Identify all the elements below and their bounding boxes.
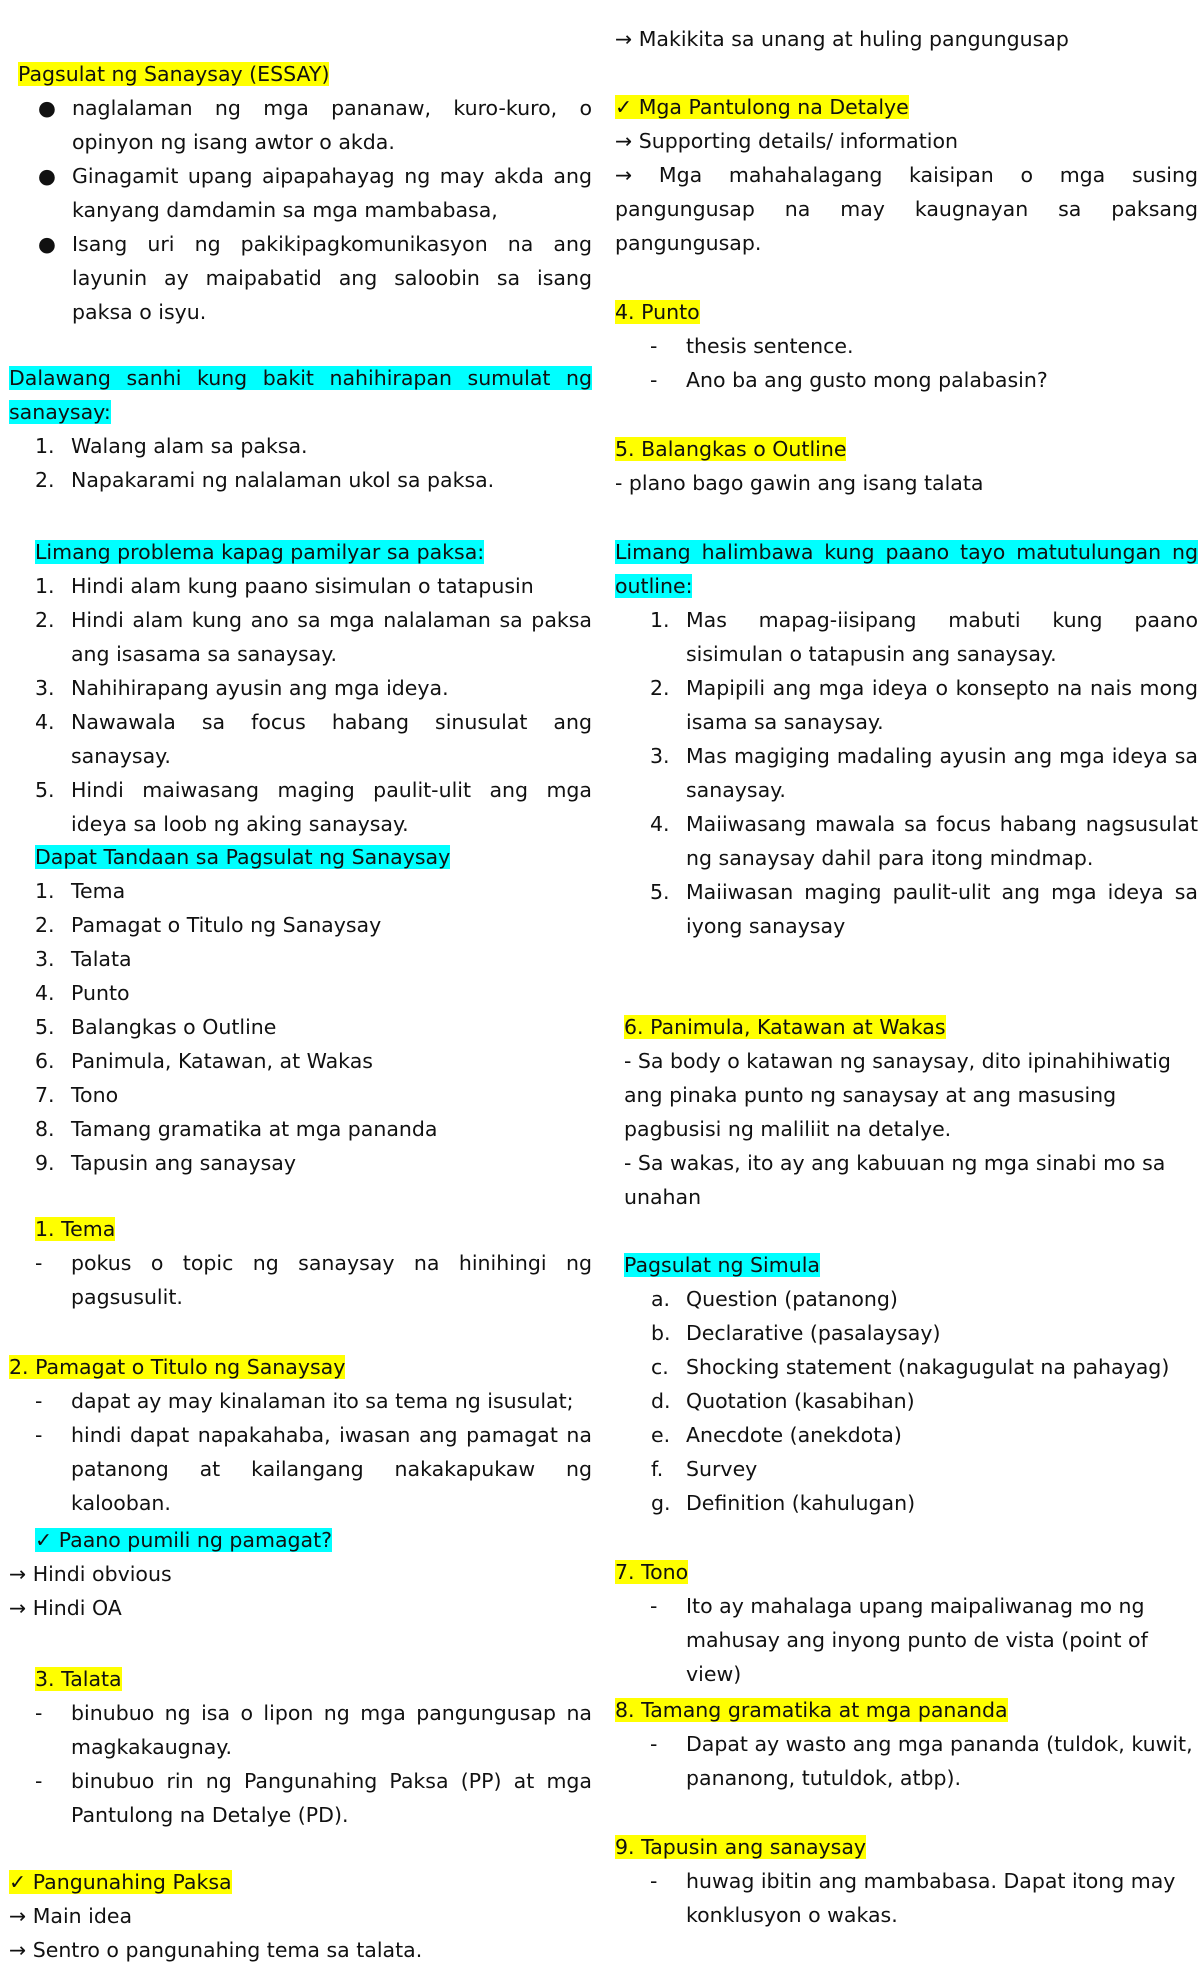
tapusin-heading: 9. Tapusin ang sanaysay: [615, 1835, 867, 1859]
list-item: 4. Nawawala sa focus habang sinusulat ang sanaysay.: [35, 710, 592, 768]
pantulong-heading: ✓ Mga Pantulong na Detalye: [615, 95, 909, 119]
five-problems-section: [9, 535, 592, 841]
list-item: ● naglalaman ng mga pananaw, kuro-kuro, o opinyon ng isang awtor o akda.: [18, 91, 592, 159]
list-item: 6. Panimula, Katawan, at Wakas: [35, 1049, 373, 1073]
list-item: 1. Walang alam sa paksa.: [35, 434, 308, 458]
arrow-line: → Hindi obvious: [9, 1562, 172, 1586]
list-item: 4. Maiiwasang mawala sa focus habang nagsusulat ng sanaysay dahil para itong mindmap.: [650, 812, 1198, 870]
list-item: 1. Tema: [35, 879, 126, 903]
list-item: - Dapat ay wasto ang mga pananda (tuldok, kuwit, pananong, tutuldok, atbp).: [650, 1732, 1193, 1790]
tono-heading: 7. Tono: [615, 1560, 689, 1584]
list-item: - binubuo ng isa o lipon ng mga pangungusap na magkakaugnay.: [35, 1701, 592, 1759]
pamagat-heading: 2. Pamagat o Titulo ng Sanaysay: [9, 1355, 346, 1379]
list-item: 5. Hindi maiwasang maging paulit-ulit ang mga ideya sa loob ng aking sanaysay.: [35, 778, 592, 836]
list-item: 2. Napakarami ng nalalaman ukol sa paksa.: [35, 468, 495, 492]
list-item: d. Quotation (kasabihan): [651, 1389, 915, 1413]
list-item: - thesis sentence.: [650, 334, 854, 358]
arrow-line: → Hindi OA: [9, 1596, 122, 1620]
list-item: g. Definition (kahulugan): [651, 1491, 916, 1515]
talata-section: [9, 1662, 592, 1832]
tema-heading: 1. Tema: [35, 1217, 116, 1241]
list-item: ● Isang uri ng pakikipagkomunikasyon na ang layunin ay maipabatid ang saloobin sa isang paksa o isyu.: [18, 227, 592, 329]
list-item: 2. Pamagat o Titulo ng Sanaysay: [35, 913, 382, 937]
gramatika-section: [615, 1693, 1198, 1795]
list-item: 3. Mas magiging madaling ayusin ang mga ideya sa sanaysay.: [650, 744, 1198, 802]
bullet-icon: ●: [38, 164, 56, 188]
balangkas-heading: 5. Balangkas o Outline: [615, 437, 847, 461]
halimbawa-section: [615, 535, 1198, 943]
pangunahing-section: [9, 1865, 592, 1967]
pamagat-section: [9, 1350, 592, 1520]
five-problems-heading: Limang problema kapag pamilyar sa paksa:: [35, 540, 485, 564]
list-item: f. Survey: [651, 1457, 758, 1481]
simula-section: [615, 1248, 1198, 1520]
pantulong-section: ✓ Mga Pantulong na Detalye → Supporting details/ information → Mga mahahalagang kaisipan o mga susing pangungusap na may kaugnayan sa paksang pangungusap.: [615, 95, 1198, 255]
bullet-icon: ●: [38, 96, 56, 120]
talata-heading: 3. Talata: [35, 1667, 122, 1691]
tapusin-section: [615, 1830, 1198, 1932]
list-item: - Ano ba ang gusto mong palabasin?: [650, 368, 1048, 392]
list-item: - huwag ibitin ang mambabasa. Dapat itong may konklusyon o wakas.: [650, 1869, 1176, 1927]
list-item: 5. Maiiwasan maging paulit-ulit ang mga ideya sa iyong sanaysay: [650, 880, 1198, 938]
list-item: - Ito ay mahalaga upang maipaliwanag mo ng mahusay ang inyong punto de vista (point of view): [650, 1594, 1148, 1686]
list-item: c. Shocking statement (nakagugulat na pahayag): [651, 1355, 1170, 1379]
panimula-section: 6. Panimula, Katawan at Wakas - Sa body o katawan ng sanaysay, dito ipinahihiwatig ang pinaka punto ng sanaysay at ang masusing pagbusisi ng maliliit na detalye. - Sa wakas, ito ay ang kabuuan ng mga sinabi mo sa unahan: [624, 1015, 1171, 1209]
two-causes-section: [9, 361, 592, 497]
tono-section: [615, 1555, 1198, 1691]
list-item: - dapat ay may kinalaman ito sa tema ng isusulat;: [35, 1389, 574, 1413]
list-item: 2. Mapipili ang mga ideya o konsepto na nais mong isama sa sanaysay.: [650, 676, 1198, 734]
pangunahing-heading: ✓ Pangunahing Paksa: [9, 1870, 232, 1894]
list-item: 7. Tono: [35, 1083, 119, 1107]
punto-heading: 4. Punto: [615, 300, 700, 324]
punto-section: [615, 295, 1198, 397]
list-item: 2. Hindi alam kung ano sa mga nalalaman sa paksa ang isasama sa sanaysay.: [35, 608, 592, 666]
arrow-line: → Main idea: [9, 1904, 133, 1928]
simula-heading: Pagsulat ng Simula: [624, 1253, 820, 1277]
paano-heading: ✓ Paano pumili ng pamagat?: [35, 1528, 333, 1552]
balangkas-section: 5. Balangkas o Outline - plano bago gawin ang isang talata: [615, 437, 984, 495]
essay-heading: Pagsulat ng Sanaysay (ESSAY): [18, 62, 330, 86]
remember-section: [9, 840, 592, 1180]
panimula-heading: 6. Panimula, Katawan at Wakas: [624, 1015, 946, 1039]
list-item: 1. Mas mapag-iisipang mabuti kung paano sisimulan o tatapusin ang sanaysay.: [650, 608, 1198, 666]
tema-section: [9, 1212, 592, 1314]
list-item: - pokus o topic ng sanaysay na hinihingi ng pagsusulit.: [35, 1251, 592, 1309]
list-item: 3. Nahihirapang ayusin ang mga ideya.: [35, 676, 449, 700]
bullet-icon: ●: [38, 232, 56, 256]
list-item: 5. Balangkas o Outline: [35, 1015, 277, 1039]
halimbawa-heading: Limang halimbawa kung paano tayo matutulungan ng outline:: [615, 540, 1198, 598]
list-item: - binubuo rin ng Pangunahing Paksa (PP) at mga Pantulong na Detalye (PD).: [35, 1769, 592, 1827]
list-item: 8. Tamang gramatika at mga pananda: [35, 1117, 438, 1141]
list-item: - hindi dapat napakahaba, iwasan ang pamagat na patanong at kailangang nakakapukaw ng kalooban.: [35, 1423, 592, 1515]
list-item: b. Declarative (pasalaysay): [651, 1321, 941, 1345]
list-item: ● Ginagamit upang aipapahayag ng may akda ang kanyang damdamin sa mga mambabasa,: [18, 159, 592, 227]
list-item: 3. Talata: [35, 947, 132, 971]
two-causes-heading: Dalawang sanhi kung bakit nahihirapan sumulat ng sanaysay:: [9, 366, 592, 424]
paano-section: [9, 1523, 592, 1625]
essay-section: [18, 57, 592, 329]
remember-heading: Dapat Tandaan sa Pagsulat ng Sanaysay: [35, 845, 451, 869]
list-item: 4. Punto: [35, 981, 130, 1005]
list-item: 9. Tapusin ang sanaysay: [35, 1151, 296, 1175]
list-item: a. Question (patanong): [651, 1287, 898, 1311]
top-arrow-line: → Makikita sa unang at huling pangungusap: [615, 27, 1069, 51]
list-item: 1. Hindi alam kung paano sisimulan o tatapusin: [35, 574, 534, 598]
list-item: e. Anecdote (anekdota): [651, 1423, 902, 1447]
gramatika-heading: 8. Tamang gramatika at mga pananda: [615, 1698, 1008, 1722]
arrow-line: → Sentro o pangunahing tema sa talata.: [9, 1938, 423, 1962]
